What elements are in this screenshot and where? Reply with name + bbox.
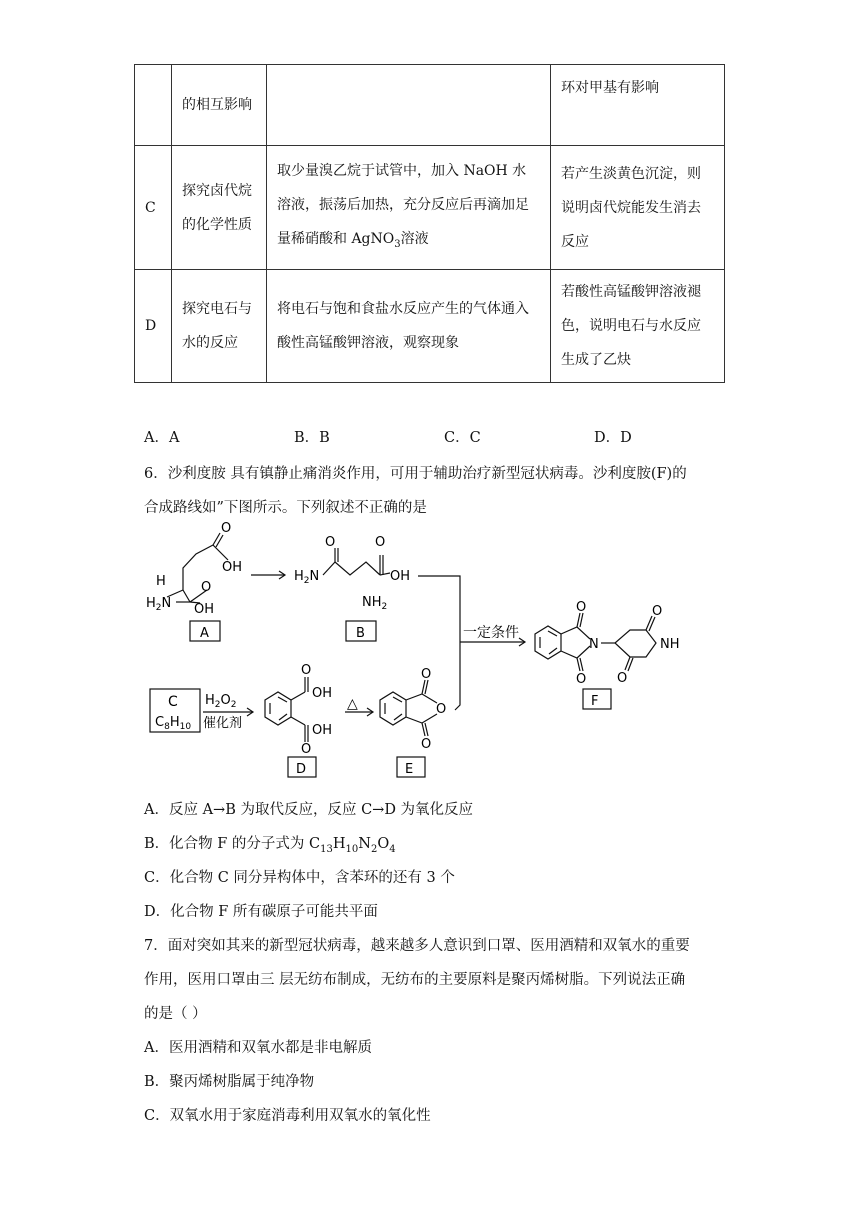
- row-operation: 取少量溴乙烷于试管中，加入 NaOH 水溶液，振荡后加热，充分反应后再滴加足量稀硝酸和 AgNO$_3$溶液: [267, 146, 551, 270]
- label-e: E: [405, 762, 414, 777]
- atom-o: O: [652, 604, 663, 619]
- atom-o: O: [436, 702, 447, 717]
- label-d: D: [296, 762, 307, 777]
- atom-o: O: [421, 737, 432, 752]
- label-f: F: [591, 694, 599, 709]
- q7-option-b: B．聚丙烯树脂属于纯净物: [144, 1074, 315, 1090]
- row-conclusion: 环对甲基有影响: [551, 65, 725, 146]
- atom-oh: OH: [312, 723, 333, 738]
- atom-o: O: [221, 521, 232, 536]
- q5-option-a: A．A: [144, 430, 180, 446]
- label-a: A: [200, 626, 209, 641]
- row-conclusion: 若产生淡黄色沉淀，则说明卤代烷能发生消去反应: [551, 146, 725, 270]
- q7-option-a: A．医用酒精和双氧水都是非电解质: [144, 1040, 372, 1056]
- atom-o: O: [576, 672, 587, 687]
- row-label: D: [135, 270, 172, 383]
- atom-n: N: [589, 637, 599, 652]
- atom-oh: OH: [222, 560, 243, 575]
- atom-o: O: [301, 742, 312, 757]
- row-item: 探究卤代烷的化学性质: [172, 146, 267, 270]
- c-formula: $C_8H_{10}$: [155, 715, 192, 732]
- row-item: 探究电石与水的反应: [172, 270, 267, 383]
- q6-option-d: D．化合物 F 所有碳原子可能共平面: [144, 904, 378, 920]
- atom-oh: OH: [312, 686, 333, 701]
- row-label: C: [135, 146, 172, 270]
- q6-option-a: A．反应 A→B 为取代反应，反应 C→D 为氧化反应: [144, 802, 474, 818]
- reagent-h2o2: $H_2O_2$: [205, 693, 237, 710]
- atom-o: O: [576, 600, 587, 615]
- reaction-condition: 一定条件: [463, 625, 519, 641]
- q7-stem-line1: 7．面对突如其来的新型冠状病毒，越来越多人意识到口罩、医用酒精和双氧水的重要: [144, 938, 690, 954]
- q7-stem-line3: 的是（ ）: [144, 1006, 207, 1022]
- atom-h2n: $H_2N$: [146, 596, 172, 613]
- label-c: C: [168, 694, 178, 710]
- q6-option-c: C．化合物 C 同分异构体中，含苯环的还有 3 个: [144, 870, 455, 886]
- atom-o: O: [617, 671, 628, 686]
- atom-h: H: [156, 574, 166, 589]
- atom-oh: OH: [194, 602, 215, 617]
- q5-option-d: D．D: [594, 430, 632, 446]
- q7-stem-line2: 作用，医用口罩由三 层无纺布制成，无纺布的主要原料是聚丙烯树脂。下列说法正确: [144, 972, 686, 988]
- reagent-catalyst: 催化剂: [203, 716, 243, 731]
- atom-o: O: [325, 535, 336, 550]
- atom-nh: NH: [660, 637, 680, 652]
- atom-nh2: $NH_2$: [362, 595, 388, 612]
- row-item: 的相互影响: [172, 65, 267, 146]
- atom-o: O: [201, 580, 212, 595]
- row-operation: 将电石与饱和食盐水反应产生的气体通入酸性高锰酸钾溶液，观察现象: [267, 270, 551, 383]
- q6-stem-line1: 6．沙利度胺 具有镇静止痛消炎作用，可用于辅助治疗新型冠状病毒。沙利度胺(F)的: [144, 466, 687, 482]
- heat-symbol: △: [347, 696, 358, 712]
- q6-stem-line2: 合成路线如”下图所示。下列叙述不正确的是: [144, 500, 427, 516]
- atom-o: O: [421, 667, 432, 682]
- atom-h2n: $H_2N$: [294, 569, 320, 586]
- atom-o: O: [301, 663, 312, 678]
- q5-option-b: B．B: [294, 430, 330, 446]
- q7-option-c: C．双氧水用于家庭消毒利用双氧水的氧化性: [144, 1108, 431, 1124]
- row-conclusion: 若酸性高锰酸钾溶液褪色，说明电石与水反应生成了乙炔: [551, 270, 725, 383]
- q5-option-c: C．C: [444, 430, 481, 446]
- label-b: B: [356, 626, 365, 641]
- q6-option-b: B．化合物 F 的分子式为 $C_{13}H_{10}N_2O_4$: [144, 836, 396, 855]
- atom-oh: OH: [390, 569, 411, 584]
- atom-o: O: [375, 535, 386, 550]
